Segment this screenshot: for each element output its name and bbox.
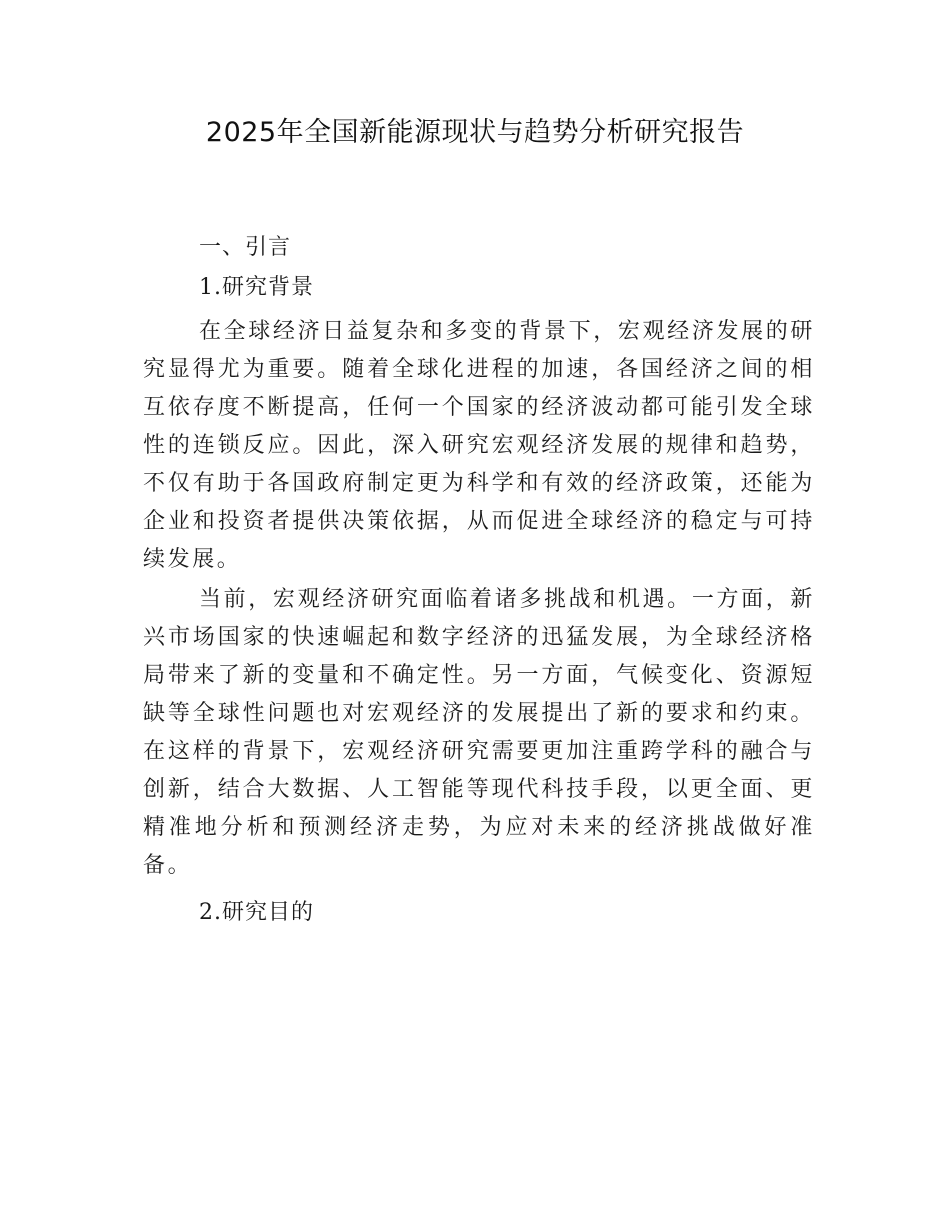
subsection-heading-research-background: 1.研究背景 bbox=[199, 275, 314, 300]
document-body bbox=[143, 228, 815, 933]
subsection-heading-research-purpose: 2.研究目的 bbox=[199, 900, 314, 925]
paragraph-background-1: 在全球经济日益复杂和多变的背景下，宏观经济发展的研究显得尤为重要。随着全球化进程的加速，各国经济之间的相互依存度不断提高，任何一个国家的经济波动都可能引发全球性的连锁反应。因此，深入研究宏观经济发展的规律和趋势，不仅有助于各国政府制定更为科学和有效的经济政策，还能为企业和投资者提供决策依据，从而促进全球经济的稳定与可持续发展。 bbox=[143, 319, 815, 572]
paragraph-background-2: 当前，宏观经济研究面临着诸多挑战和机遇。一方面，新兴市场国家的快速崛起和数字经济的迅猛发展，为全球经济格局带来了新的变量和不确定性。另一方面，气候变化、资源短缺等全球性问题也对宏观经济的发展提出了新的要求和约束。在这样的背景下，宏观经济研究需要更加注重跨学科的融合与创新，结合大数据、人工智能等现代科技手段，以更全面、更精准地分析和预测经济走势，为应对未来的经济挑战做好准备。 bbox=[143, 587, 815, 878]
section-heading-introduction: 一、引言 bbox=[199, 235, 292, 260]
document-title: 2025年全国新能源现状与趋势分析研究报告 bbox=[205, 117, 745, 148]
